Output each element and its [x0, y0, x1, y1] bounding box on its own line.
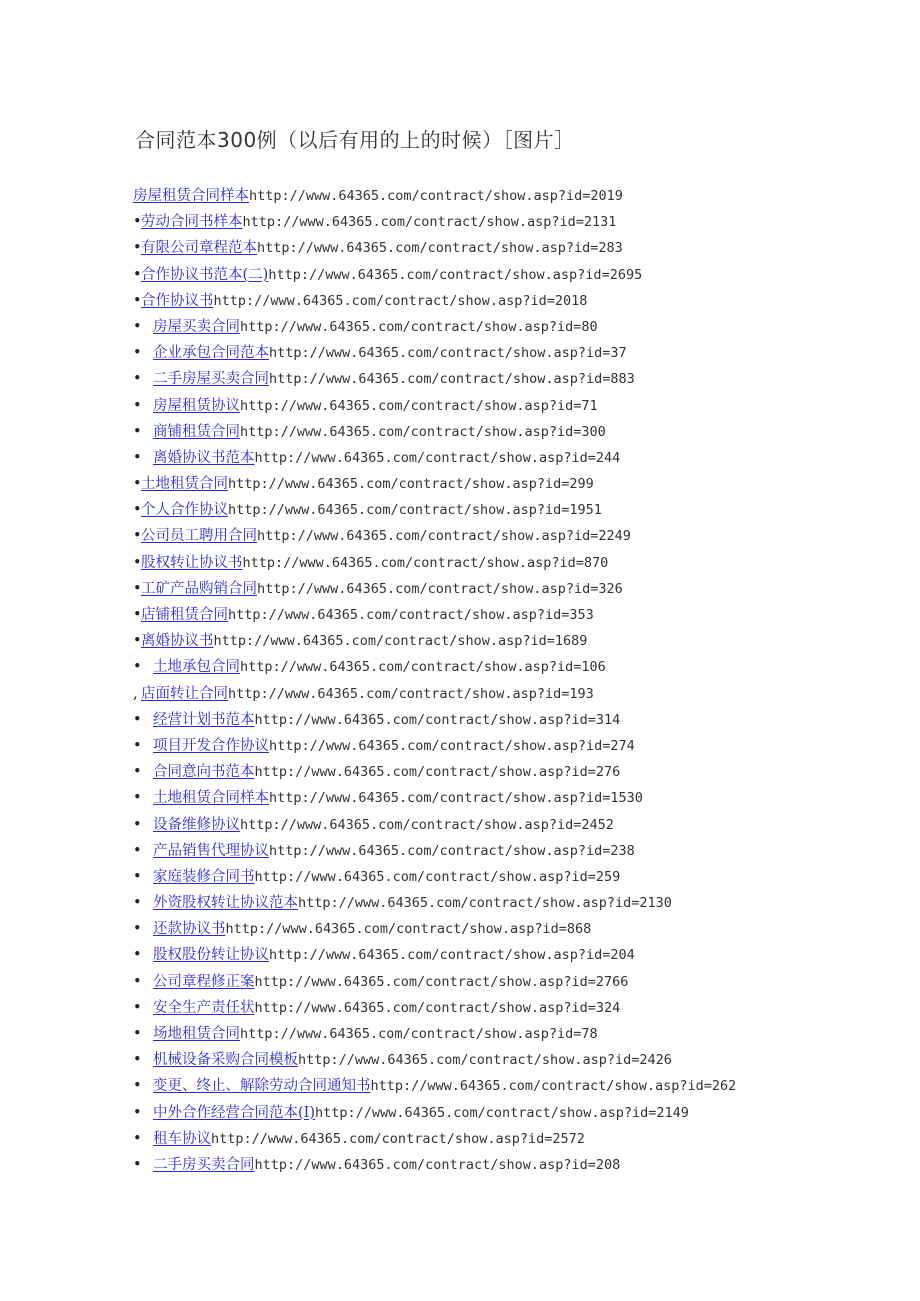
bullet-marker: • [133, 345, 142, 362]
bullet-marker: • [133, 318, 142, 335]
contract-url: http://www.64365.com/contract/show.asp?id=299 [228, 476, 594, 493]
bullet-marker: • [133, 659, 142, 676]
contract-title-link[interactable]: 工矿产品购销合同 [141, 580, 257, 597]
contract-title-link[interactable]: 合作协议书 [141, 292, 214, 309]
list-item [133, 707, 736, 733]
contract-title-link[interactable]: 二手房屋买卖合同 [153, 371, 269, 388]
contract-url: http://www.64365.com/contract/show.asp?id=78 [240, 1026, 598, 1042]
bullet-marker: • [133, 633, 142, 650]
list-item [133, 1047, 736, 1073]
list-item [133, 1021, 736, 1047]
contract-title-link[interactable]: 项目开发合作协议 [153, 737, 269, 754]
bullet-marker: • [133, 1104, 142, 1121]
page-title: 合同范本300例（以后有用的上的时候）［图片］ [135, 128, 575, 152]
contract-url: http://www.64365.com/contract/show.asp?id=2018 [213, 292, 588, 309]
contract-url: http://www.64365.com/contract/show.asp?id=2766 [254, 973, 629, 990]
contract-url: http://www.64365.com/contract/show.asp?id=2695 [268, 266, 643, 283]
contract-url: http://www.64365.com/contract/show.asp?id=259 [254, 868, 621, 885]
bullet-marker: • [133, 868, 142, 885]
list-item [133, 1073, 736, 1099]
contract-title-link[interactable]: 房屋租赁合同样本 [133, 188, 249, 204]
bullet-marker: • [133, 790, 142, 807]
bullet-marker: • [133, 1026, 142, 1042]
contract-url: http://www.64365.com/contract/show.asp?id=1530 [269, 790, 643, 807]
list-item [133, 288, 736, 314]
contract-title-link[interactable]: 设备维修协议 [153, 816, 240, 833]
list-item [133, 340, 736, 366]
contract-title-link[interactable]: 个人合作协议 [141, 502, 228, 519]
contract-url: http://www.64365.com/contract/show.asp?id=870 [242, 554, 609, 571]
bullet-marker: • [133, 607, 142, 623]
contract-title-link[interactable]: 机械设备采购合同模板 [153, 1052, 298, 1069]
contract-url: http://www.64365.com/contract/show.asp?id=2426 [298, 1052, 672, 1069]
list-item [133, 602, 736, 628]
bullet-marker: • [133, 528, 142, 545]
contract-title-link[interactable]: 劳动合同书样本 [141, 214, 243, 231]
contract-url: http://www.64365.com/contract/show.asp?id=193 [228, 685, 594, 702]
list-item [133, 497, 736, 523]
list-item [133, 628, 736, 654]
bullet-marker: • [133, 580, 142, 597]
bullet-marker: • [133, 711, 142, 728]
contract-url: http://www.64365.com/contract/show.asp?id=1689 [213, 633, 588, 650]
contract-url: http://www.64365.com/contract/show.asp?id=274 [269, 737, 635, 754]
list-item [133, 576, 736, 602]
contract-title-link[interactable]: 离婚协议书范本 [153, 449, 255, 466]
bullet-marker: • [133, 554, 142, 571]
list-item [133, 235, 736, 261]
contract-title-link[interactable]: 股权股份转让协议 [153, 947, 269, 964]
contract-title-link[interactable]: 经营计划书范本 [153, 711, 255, 728]
contract-url: http://www.64365.com/contract/show.asp?id=244 [254, 449, 621, 466]
bullet-marker: • [133, 449, 142, 466]
list-item [133, 1126, 736, 1152]
contract-title-link[interactable]: 家庭装修合同书 [153, 868, 255, 885]
contract-title-link[interactable]: 合同意向书范本 [153, 764, 255, 781]
contract-title-link[interactable]: 中外合作经营合同范本(I) [153, 1104, 316, 1121]
list-item [133, 785, 736, 811]
list-item [133, 419, 736, 445]
bullet-marker: • [133, 1130, 142, 1147]
list-item [133, 890, 736, 916]
list-item [133, 366, 736, 392]
bullet-marker: • [133, 973, 142, 990]
contract-title-link[interactable]: 二手房买卖合同 [153, 1156, 255, 1173]
list-item [133, 262, 736, 288]
contract-url: http://www.64365.com/contract/show.asp?id=868 [225, 921, 592, 938]
contract-url: http://www.64365.com/contract/show.asp?id=324 [254, 999, 621, 1016]
contract-title-link[interactable]: 租车协议 [153, 1130, 211, 1147]
contract-link-list [133, 183, 736, 1178]
bullet-marker: • [133, 764, 142, 781]
contract-url: http://www.64365.com/contract/show.asp?id=71 [240, 397, 598, 414]
bullet-marker: • [133, 1052, 142, 1069]
contract-url: http://www.64365.com/contract/show.asp?id=2452 [240, 816, 614, 833]
list-item [133, 969, 736, 995]
contract-title-link[interactable]: 土地租赁合同样本 [153, 790, 269, 807]
contract-title-link[interactable]: 店面转让合同 [141, 685, 228, 702]
bullet-marker: • [133, 1156, 142, 1173]
bullet-marker: • [133, 397, 142, 414]
contract-url: http://www.64365.com/contract/show.asp?id=2130 [298, 895, 672, 912]
contract-title-link[interactable]: 产品销售代理协议 [153, 842, 269, 859]
list-item [133, 1152, 736, 1178]
list-item [133, 759, 736, 785]
bullet-marker: • [133, 502, 142, 519]
contract-url: http://www.64365.com/contract/show.asp?id=276 [254, 764, 621, 781]
list-item [133, 812, 736, 838]
bullet-marker: • [133, 895, 142, 912]
contract-url: http://www.64365.com/contract/show.asp?id=80 [240, 318, 598, 335]
contract-url: http://www.64365.com/contract/show.asp?id=314 [254, 711, 621, 728]
contract-url: http://www.64365.com/contract/show.asp?id=283 [257, 240, 623, 257]
contract-title-link[interactable]: 房屋买卖合同 [153, 318, 240, 335]
list-item [133, 523, 736, 549]
contract-url: http://www.64365.com/contract/show.asp?id=238 [269, 842, 635, 859]
contract-url: http://www.64365.com/contract/show.asp?id=2149 [315, 1104, 689, 1121]
bullet-marker: • [133, 999, 142, 1016]
list-item [133, 209, 736, 235]
bullet-marker: • [133, 842, 142, 859]
contract-url: http://www.64365.com/contract/show.asp?id=1951 [228, 502, 602, 519]
bullet-marker: • [133, 266, 142, 283]
contract-url: http://www.64365.com/contract/show.asp?id=106 [240, 659, 606, 676]
contract-url: http://www.64365.com/contract/show.asp?id=208 [254, 1156, 621, 1173]
list-item [133, 393, 736, 419]
contract-url: http://www.64365.com/contract/show.asp?id=2249 [257, 528, 631, 545]
contract-title-link[interactable]: 场地租赁合同 [153, 1026, 240, 1042]
bullet-marker: • [133, 921, 142, 938]
contract-url: http://www.64365.com/contract/show.asp?id=326 [257, 580, 623, 597]
contract-title-link[interactable]: 外资股权转让协议范本 [153, 895, 298, 912]
list-item [133, 1100, 736, 1126]
list-item [133, 733, 736, 759]
list-item [133, 314, 736, 340]
contract-title-link[interactable]: 安全生产责任状 [153, 999, 255, 1016]
contract-url: http://www.64365.com/contract/show.asp?id=37 [269, 345, 627, 362]
bullet-marker: • [133, 240, 142, 257]
list-item [133, 838, 736, 864]
contract-title-link[interactable]: 土地承包合同 [153, 659, 240, 676]
list-item [133, 445, 736, 471]
list-item [133, 183, 736, 209]
contract-title-link[interactable]: 离婚协议书 [141, 633, 214, 650]
list-item [133, 995, 736, 1021]
contract-title-link[interactable]: 土地租赁合同 [141, 476, 228, 493]
contract-url: http://www.64365.com/contract/show.asp?id=2572 [211, 1130, 585, 1147]
list-item [133, 864, 736, 890]
contract-title-link[interactable]: 店铺租赁合同 [141, 607, 228, 623]
contract-title-link[interactable]: 有限公司章程范本 [141, 240, 257, 257]
bullet-marker: • [133, 292, 142, 309]
bullet-marker: • [133, 476, 142, 493]
contract-url: http://www.64365.com/contract/show.asp?id=204 [269, 947, 635, 964]
bullet-marker: • [133, 214, 142, 231]
contract-title-link[interactable]: 变更、终止、解除劳动合同通知书 [153, 1078, 371, 1095]
bullet-marker: • [133, 1078, 142, 1095]
bullet-marker: • [133, 816, 142, 833]
contract-url: http://www.64365.com/contract/show.asp?id=300 [240, 423, 606, 440]
bullet-marker: • [133, 423, 142, 440]
contract-title-link[interactable]: 公司章程修正案 [153, 973, 255, 990]
contract-url: http://www.64365.com/contract/show.asp?id=2019 [249, 188, 623, 204]
bullet-marker: , [133, 685, 138, 702]
contract-url: http://www.64365.com/contract/show.asp?id=353 [228, 607, 594, 623]
contract-url: http://www.64365.com/contract/show.asp?id=883 [269, 371, 635, 388]
contract-title-link[interactable]: 股权转让协议书 [141, 554, 243, 571]
list-item [133, 471, 736, 497]
contract-title-link[interactable]: 企业承包合同范本 [153, 345, 269, 362]
list-item [133, 681, 736, 707]
contract-title-link[interactable]: 还款协议书 [153, 921, 226, 938]
contract-url: http://www.64365.com/contract/show.asp?id=2131 [242, 214, 617, 231]
bullet-marker: • [133, 947, 142, 964]
list-item [133, 550, 736, 576]
list-item [133, 654, 736, 680]
contract-title-link[interactable]: 商铺租赁合同 [153, 423, 240, 440]
bullet-marker: • [133, 737, 142, 754]
contract-title-link[interactable]: 房屋租赁协议 [153, 397, 240, 414]
contract-url: http://www.64365.com/contract/show.asp?id=262 [370, 1078, 737, 1095]
contract-title-link[interactable]: 公司员工聘用合同 [141, 528, 257, 545]
bullet-marker: • [133, 371, 142, 388]
list-item [133, 916, 736, 942]
list-item [133, 942, 736, 968]
contract-title-link[interactable]: 合作协议书范本(二) [141, 266, 269, 283]
